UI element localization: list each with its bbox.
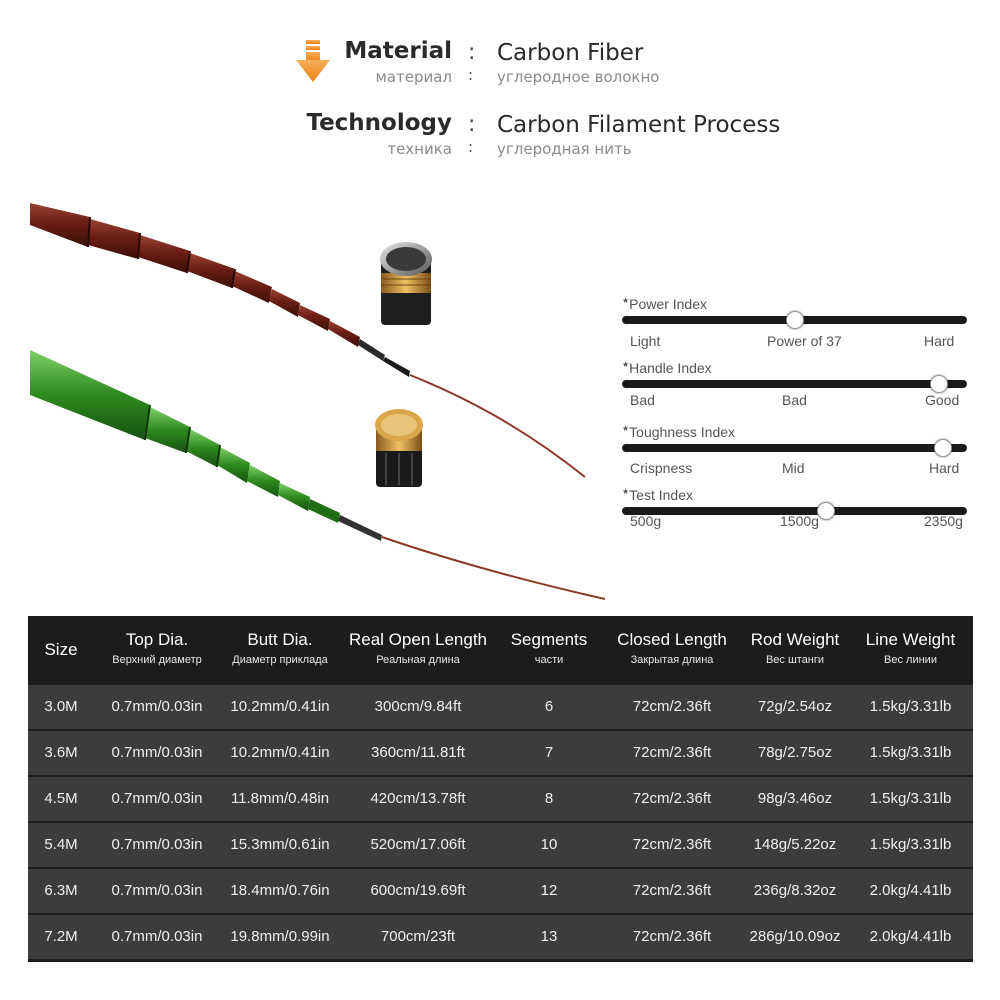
table-cell: 0.7mm/0.03in xyxy=(111,698,203,715)
table-cell: 300cm/9.84ft xyxy=(374,698,462,715)
table-cell: 11.8mm/0.48in xyxy=(230,790,330,807)
technology-colon-ru: : xyxy=(468,138,474,156)
table-cell: 3.6M xyxy=(44,744,78,761)
index-title-text: Toughness Index xyxy=(629,424,736,440)
index-scale-label: Good xyxy=(925,392,960,408)
table-cell: 72cm/2.36ft xyxy=(632,882,712,899)
table-cell: 0.7mm/0.03in xyxy=(111,882,203,899)
column-header-ru: Верхний диаметр xyxy=(112,654,202,666)
star-icon: ★ xyxy=(622,360,630,369)
slider-track xyxy=(622,380,967,388)
column-header xyxy=(742,630,848,666)
table-cell: 3.0M xyxy=(44,698,78,715)
table-cell: 700cm/23ft xyxy=(380,928,456,945)
star-icon: ★ xyxy=(622,487,630,496)
technology-label: Technology xyxy=(306,110,452,136)
column-header xyxy=(496,630,602,666)
material-colon: : xyxy=(468,40,476,65)
column-header xyxy=(220,630,340,666)
table-cell: 98g/3.46oz xyxy=(757,790,833,807)
table-header xyxy=(28,616,973,684)
table-cell: 7.2M xyxy=(44,928,78,945)
technology-colon: : xyxy=(468,112,476,137)
column-header xyxy=(28,640,94,660)
table-cell: 2.0kg/4.41lb xyxy=(869,882,952,899)
index-scale-label: 2350g xyxy=(924,513,963,529)
table-cell: 72cm/2.36ft xyxy=(632,836,712,853)
table-cell: 6.3M xyxy=(44,882,78,899)
index-title-text: Handle Index xyxy=(629,360,712,376)
index-title xyxy=(622,424,735,440)
table-cell: 10.2mm/0.41in xyxy=(230,698,330,715)
table-cell: 78g/2.75oz xyxy=(757,744,833,761)
material-colon-ru: : xyxy=(468,66,474,84)
toughness-index xyxy=(622,424,968,478)
table-cell: 2.0kg/4.41lb xyxy=(869,928,952,945)
column-header-ru: Реальная длина xyxy=(376,654,460,666)
index-scale-label: Power of 37 xyxy=(767,333,842,349)
index-title xyxy=(622,360,712,376)
index-scale-label: Bad xyxy=(630,392,655,408)
spec-table xyxy=(28,616,973,962)
table-cell: 72cm/2.36ft xyxy=(632,744,712,761)
table-cell: 1.5kg/3.31lb xyxy=(869,836,952,853)
index-scale-label: 500g xyxy=(630,513,662,529)
table-cell: 10.2mm/0.41in xyxy=(230,744,330,761)
table-cell: 72cm/2.36ft xyxy=(632,698,712,715)
column-header-ru: части xyxy=(534,654,564,666)
table-cell: 520cm/17.06ft xyxy=(370,836,466,853)
table-cell: 72cm/2.36ft xyxy=(632,790,712,807)
end-cap-black xyxy=(380,242,432,325)
technology-label-ru: техника xyxy=(387,140,452,158)
table-cell: 1.5kg/3.31lb xyxy=(869,744,952,761)
table-cell: 0.7mm/0.03in xyxy=(111,790,203,807)
column-header xyxy=(340,630,496,666)
index-title-text: Power Index xyxy=(629,296,707,312)
index-scale-label: 1500g xyxy=(780,513,819,529)
table-row xyxy=(28,915,973,959)
end-cap-gold xyxy=(375,409,423,487)
table-cell: 10 xyxy=(540,836,558,853)
table-cell: 12 xyxy=(540,882,558,899)
table-cell: 600cm/19.69ft xyxy=(370,882,466,899)
column-header xyxy=(94,630,220,666)
table-cell: 13 xyxy=(540,928,558,945)
index-title xyxy=(622,487,693,503)
table-cell: 0.7mm/0.03in xyxy=(111,836,203,853)
index-scale-label: Bad xyxy=(782,392,807,408)
column-header-en: Size xyxy=(44,640,78,659)
column-header-en: Top Dia. xyxy=(125,630,189,649)
column-header-en: Line Weight xyxy=(865,630,956,649)
table-cell: 15.3mm/0.61in xyxy=(230,836,330,853)
slider-knob xyxy=(786,311,804,329)
table-cell: 360cm/11.81ft xyxy=(371,744,465,761)
table-cell: 286g/10.09oz xyxy=(749,928,841,945)
table-cell: 4.5M xyxy=(44,790,78,807)
table-cell: 0.7mm/0.03in xyxy=(111,928,203,945)
table-row xyxy=(28,869,973,913)
index-scale-label: Light xyxy=(630,333,661,349)
power-index xyxy=(622,296,968,350)
table-row xyxy=(28,777,973,821)
technology-value: Carbon Filament Process xyxy=(497,112,781,138)
table-cell: 7 xyxy=(544,744,554,761)
brown-rod xyxy=(30,203,585,477)
index-scale-label: Crispness xyxy=(630,460,693,476)
column-header xyxy=(602,630,742,666)
table-cell: 18.4mm/0.76in xyxy=(230,882,330,899)
index-scale-label: Hard xyxy=(924,333,955,349)
product-image xyxy=(0,195,615,615)
material-value-ru: углеродное волокно xyxy=(497,68,660,86)
table-row xyxy=(28,823,973,867)
table-row xyxy=(28,685,973,729)
column-header-en: Real Open Length xyxy=(349,630,487,649)
column-header-en: Closed Length xyxy=(617,630,727,649)
column-header xyxy=(848,630,973,666)
slider-knob xyxy=(934,439,952,457)
table-cell: 420cm/13.78ft xyxy=(370,790,466,807)
table-cell: 72g/2.54oz xyxy=(757,698,833,715)
column-header-ru: Вес штанги xyxy=(765,654,825,666)
table-cell: 8 xyxy=(544,790,554,807)
star-icon: ★ xyxy=(622,424,630,433)
star-icon: ★ xyxy=(622,296,630,305)
material-label-ru: материал xyxy=(375,68,452,86)
slider-track xyxy=(622,444,967,452)
test-index xyxy=(622,487,968,541)
column-header-en: Rod Weight xyxy=(750,630,840,649)
handle-index xyxy=(622,360,968,414)
column-header-en: Butt Dia. xyxy=(247,630,313,649)
table-cell: 236g/8.32oz xyxy=(753,882,837,899)
column-header-ru: Вес линии xyxy=(884,654,937,666)
table-cell: 72cm/2.36ft xyxy=(632,928,712,945)
table-cell: 6 xyxy=(544,698,554,715)
table-cell: 5.4M xyxy=(44,836,78,853)
column-header-en: Segments xyxy=(510,630,588,649)
index-scale-label: Mid xyxy=(782,460,805,476)
table-cell: 0.7mm/0.03in xyxy=(111,744,203,761)
index-title-text: Test Index xyxy=(629,487,693,503)
material-value: Carbon Fiber xyxy=(497,40,644,66)
column-header-ru: Диаметр приклада xyxy=(232,654,328,666)
table-cell: 1.5kg/3.31lb xyxy=(869,698,952,715)
table-cell: 148g/5.22oz xyxy=(753,836,837,853)
table-cell: 1.5kg/3.31lb xyxy=(869,790,952,807)
index-scale-label: Hard xyxy=(929,460,960,476)
slider-track xyxy=(622,316,967,324)
slider-knob xyxy=(930,375,948,393)
green-rod xyxy=(30,350,605,599)
down-arrow-icon xyxy=(296,38,330,84)
column-header-ru: Закрытая длина xyxy=(630,654,714,666)
technology-value-ru: углеродная нить xyxy=(497,140,632,158)
table-row xyxy=(28,731,973,775)
table-cell: 19.8mm/0.99in xyxy=(230,928,330,945)
slider-knob xyxy=(817,502,835,520)
material-label: Material xyxy=(344,38,452,64)
index-title xyxy=(622,296,707,312)
